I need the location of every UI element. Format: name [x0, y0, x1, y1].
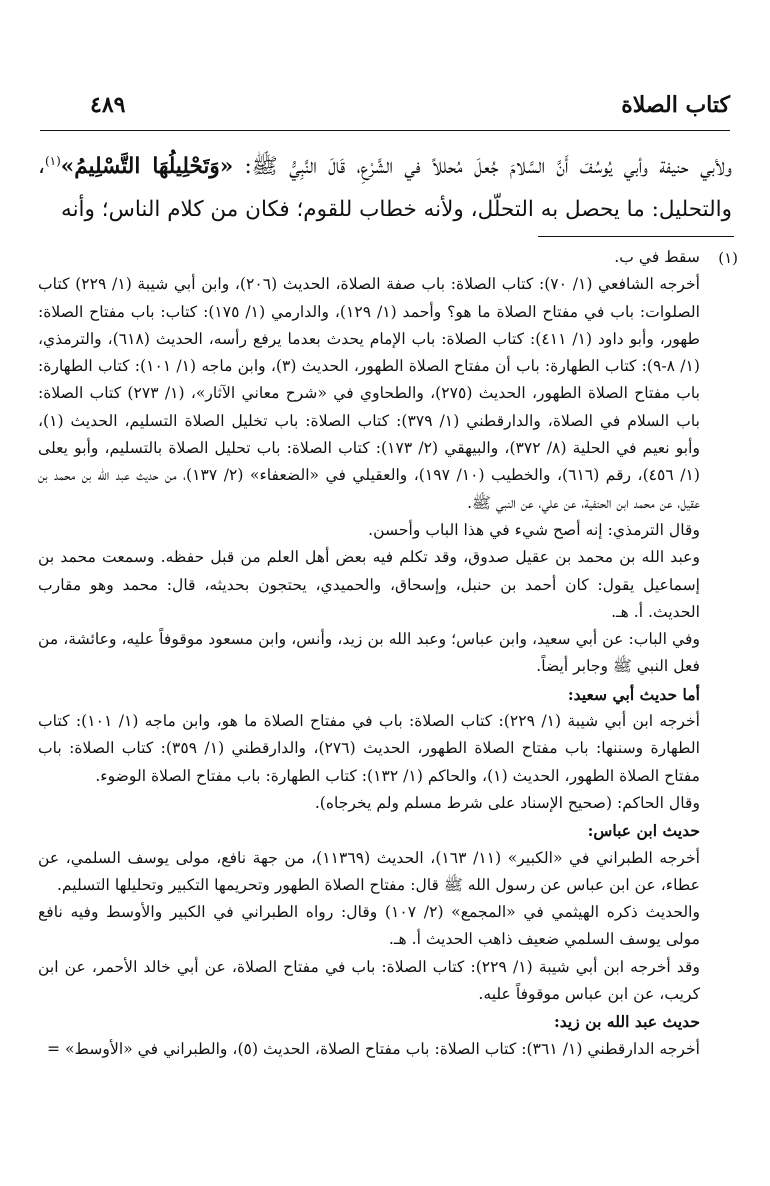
footnote-paragraph: وفي الباب: عن أبي سعيد، وابن عباس؛ وعبد الله بن زيد، وأنس، وابن مسعود موقوفاً عليه، وعائشة، من فعل النبي ﷺ وجابر أيضاً.: [38, 630, 700, 676]
footnote-heading: حديث ابن عباس:: [587, 821, 700, 841]
running-title: كتاب الصلاة: [621, 92, 730, 118]
footnote-paragraph: أخرجه الشافعي (١/ ٧٠): كتاب الصلاة: باب صفة الصلاة، الحديث (٢٠٦)، وابن أبي شيبة (١/ ٢٢٩) كتاب الصلوات: باب في مفتاح الصلاة ما هو؟ وأحمد (١/ ١٢٩)، والدارمي (١/ ١٧٥): كتاب: باب مفتاح الصلاة: طهور، وأبو داود (١/ ٤١١): كتاب الصلاة: باب الإمام يحدث بعدما يرفع رأسه، الحديث (٦١٨)، والترمذي، (١/ ٨-٩): كتاب الطهارة: باب أن مفتاح الصلاة الطهور، الحديث (٣)، وابن ماجه (١/ ١٠١): كتاب الطهارة: باب مفتاح الصلاة الطهور، الحديث (٢٧٥)، والطحاوي في «شرح معاني الآثار»، (١/ ٢٧٣) كتاب الصلاة: باب السلام في الصلاة، والدارقطني (١/ ٣٧٩): كتاب الصلاة: باب تخليل الصلاة التسليم، الحديث (١)، وأبو نعيم في الحلية (٨/ ٣٧٢)، والبيهقي (٢/ ١٧٣): كتاب الصلاة: باب تحليل الصلاة بالتسليم، وأبو يعلى (١/ ٤٥٦)، رقم (٦١٦)، والخطيب (١٠/ ١٩٧)، والعقيلي في «الضعفاء» (٢/ ١٣٧)، من حديث عبد الله بن محمد بن عقيل، عن محمد ابن الحنفية، عن علي، عن النبي ﷺ.: [38, 275, 701, 512]
footnote-separator: [538, 236, 734, 237]
page-number: ٤٨٩: [90, 92, 126, 118]
footnotes: [38, 244, 738, 1063]
footnote-paragraph: أخرجه الدارقطني (١/ ٣٦١): كتاب الصلاة: باب مفتاح الصلاة، الحديث (٥)، والطبراني في «الأوسط» =: [46, 1039, 700, 1058]
hadith-quote: «وَتَحْلِيلُهَا التَّسْلِيمُ»: [60, 154, 234, 180]
footnote-paragraph: والحديث ذكره الهيثمي في «المجمع» (٢/ ١٠٧) وقال: رواه الطبراني في الكبير والأوسط وفيه نافع مولى يوسف السلمي ضعيف ذاهب الحديث أ. هـ.: [38, 903, 701, 949]
footnote-paragraph: وقال الحاكم: (صحيح الإسناد على شرط مسلم ولم يخرجاه).: [314, 793, 700, 812]
main-text-after: ، والتحليل: ما يحصل به التحلّل، ولأنه خطاب للقوم؛ فكان من كلام الناس؛ وأنه: [38, 154, 732, 223]
footnote-body: [38, 244, 700, 1063]
footnote-paragraph: سقط في ب.: [614, 248, 700, 266]
main-text: [38, 140, 732, 231]
footnote-number: (١): [718, 249, 738, 267]
footnote-paragraph: وقال الترمذي: إنه أصح شيء في هذا الباب وأحسن.: [368, 520, 700, 539]
page-header: [40, 92, 730, 131]
footnote-heading: أما حديث أبي سعيد:: [567, 684, 700, 704]
footnote-heading: حديث عبد الله بن زيد:: [553, 1012, 700, 1032]
footnote-paragraph: وعبد الله بن محمد بن عقيل صدوق، وقد تكلم فيه بعض أهل العلم من قبل حفظه. وسمعت محمد بن إسماعيل يقول: كان أحمد بن حنبل، وإسحاق، والحميدي، يحتجون بحديثه، قال: محمد وهو مقارب الحديث. أ. هـ.: [38, 548, 700, 621]
footnote-paragraph: أخرجه ابن أبي شيبة (١/ ٢٢٩): كتاب الصلاة: باب في مفتاح الصلاة ما هو، وابن ماجه (١/ ١٠١): كتاب الطهارة وسننها: باب مفتاح الصلاة الطهور، الحديث (٢٧٦)، والدارقطني (١/ ٣٥٩): كتاب الصلاة: باب مفتاح الصلاة الطهور، الحديث (١)، والحاكم (١/ ١٣٢): كتاب الطهارة: باب مفتاح الصلاة الوضوء.: [38, 712, 700, 785]
footnote-reference[interactable]: (١): [44, 154, 61, 168]
main-text-before: ولأبي حنيفة وأبي يُوسُفَ أَنَّ السَّلامَ جُعلَ مُحللاً في الشَّرْعِ، قَالَ النَّبِيُّ ﷺ:: [233, 154, 732, 180]
footnote-paragraph: أخرجه الطبراني في «الكبير» (١١/ ١٦٣)، الحديث (١١٣٦٩)، من جهة نافع، مولى يوسف السلمي، عن عطاء، عن ابن عباس عن رسول الله ﷺ قال: مفتاح الصلاة الطهور وتحريمها التكبير وتحليلها التسليم.: [38, 848, 700, 894]
footnote-paragraph: وقد أخرجه ابن أبي شيبة (١/ ٢٢٩): كتاب الصلاة: باب في مفتاح الصلاة، عن أبي خالد الأحمر، عن ابن كريب، عن ابن عباس موقوفاً عليه.: [38, 957, 700, 1004]
